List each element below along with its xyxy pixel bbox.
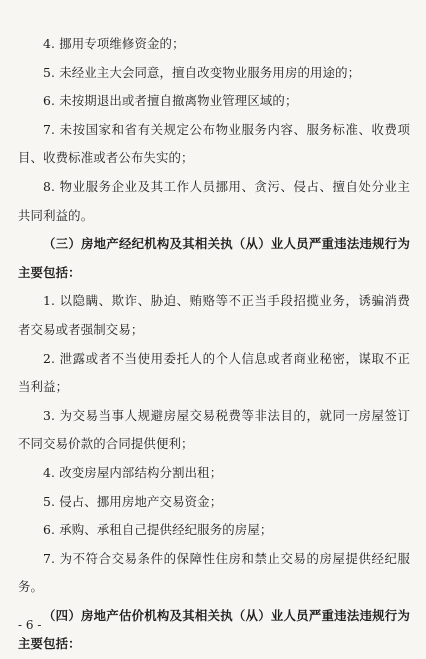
- paragraph-item-1: 1. 以隐瞒、欺诈、胁迫、贿赂等不正当手段招揽业务，诱骗消费者交易或者强制交易；: [18, 293, 410, 337]
- paragraph-item-8: 8. 物业服务企业及其工作人员挪用、贪污、侵占、擅自处分业主共同利益的。: [18, 178, 410, 223]
- paragraph-item-3: 3. 为交易当事人规避房屋交易税费等非法目的，就同一房屋签订不同交易价款的合同提供便利；: [18, 407, 410, 452]
- paragraph-item-7: 7. 未按国家和省有关规定公布物业服务内容、服务标准、收费项目、收费标准或者公布失实的；: [18, 121, 410, 166]
- paragraph-item-2: 2. 泄露或者不当使用委托人的个人信息或者商业秘密，谋取不正当利益；: [18, 350, 410, 395]
- paragraph-item-5: 5. 未经业主大会同意，擅自改变物业服务用房的用途的；: [43, 64, 361, 80]
- section-heading-3: （三）房地产经纪机构及其相关执（从）业人员严重违法违规行为主要包括：: [18, 236, 410, 280]
- document-body: [18, 30, 410, 659]
- paragraph-item-5b: 5. 侵占、挪用房地产交易资金；: [43, 493, 223, 509]
- paragraph-item-4b: 4. 改变房屋内部结构分割出租；: [43, 464, 223, 480]
- section-heading-4: （四）房地产估价机构及其相关执（从）业人员严重违法违规行为主要包括：: [18, 607, 410, 652]
- paragraph-item-7b: 7. 为不符合交易条件的保障性住房和禁止交易的房屋提供经纪服务。: [18, 550, 410, 595]
- page-number: - 6 -: [18, 618, 42, 632]
- paragraph-item-6: 6. 未按期退出或者擅自撤离物业管理区域的；: [43, 93, 298, 109]
- paragraph-item-6b: 6. 承购、承租自己提供经纪服务的房屋；: [43, 522, 273, 538]
- paragraph-item-4: 4. 挪用专项维修资金的；: [43, 36, 185, 51]
